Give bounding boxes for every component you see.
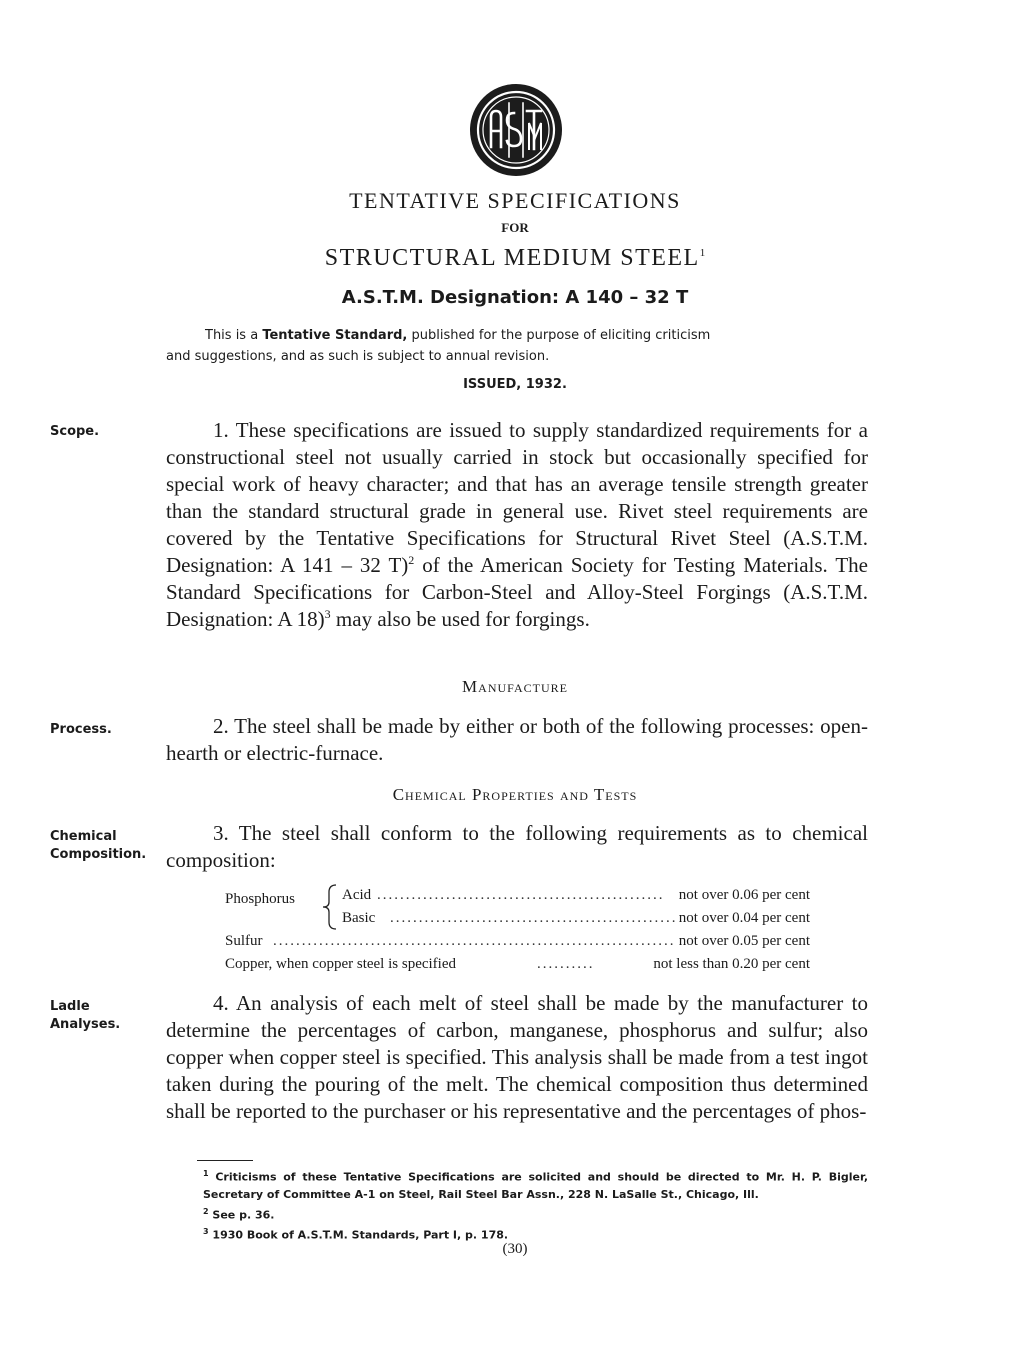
- row-value: not over 0.06 per cent: [678, 887, 810, 903]
- note-part-1: This is a: [205, 328, 259, 343]
- row-sublabel: Acid: [342, 887, 372, 903]
- row-value: not over 0.05 per cent: [678, 933, 810, 949]
- section-heading-chemical: Chemical Properties and Tests: [392, 785, 638, 804]
- footnote-1-mark: 1: [203, 1169, 209, 1178]
- paragraph-3: [166, 820, 868, 874]
- tentative-note: [166, 325, 868, 367]
- table-row: [225, 884, 815, 907]
- paragraph-1: [166, 417, 868, 633]
- margin-note-scope: Scope.: [50, 424, 100, 439]
- note-line-1: [166, 325, 868, 346]
- designation: A.S.T.M. Designation: A 140 – 32 T: [341, 287, 689, 308]
- p1-text-c: may also be used for forgings.: [330, 607, 590, 631]
- footnote-2-mark: 2: [203, 1206, 209, 1216]
- title-line-1: TENTATIVE SPECIFICATIONS: [349, 188, 681, 213]
- table-row: [225, 907, 815, 930]
- footnote-1-text: Criticisms of these Tentative Specifications are solicited and should be directed to Mr. H. P. Bigler, Secretary of Committee A-1 on Steel, Rail Steel Bar Assn., 228 N. LaSalle St., Chicago, Ill.: [203, 1170, 868, 1201]
- row-label: Copper, when copper steel is specified: [225, 956, 456, 972]
- table-row: [225, 930, 815, 953]
- table-row: [225, 953, 815, 976]
- leader-dots: ..................................................: [390, 910, 678, 926]
- footnote-2: [166, 1203, 868, 1224]
- p1-text-b: of the American Society for Testing Materials. The Standard Specifications for Carbon-Steel and Alloy-Steel Forgings (A.S.T.M. Designation: A 18): [166, 553, 869, 631]
- row-label: Sulfur: [225, 933, 263, 949]
- page-number: (30): [502, 1241, 528, 1257]
- title-for: FOR: [501, 220, 529, 235]
- leader-dots: ......................................................................: [273, 933, 676, 949]
- p2-text: 2. The steel shall be made by either or both of the following processes: open-hearth or electric-furnace.: [166, 714, 868, 765]
- footnote-1: [166, 1165, 868, 1203]
- p4-text: 4. An analysis of each melt of steel shall be made by the manufacturer to determine the percentages of carbon, manganese, phosphorus and sulfur; also copper when copper steel is specified. This analysis shall be made from a test ingot taken during the pouring of the melt. The chemical composition thus determined shall be reported to the purchaser or his representative and the percentages of phos-: [166, 991, 868, 1123]
- title-text: STRUCTURAL MEDIUM STEEL: [324, 245, 700, 271]
- footnote-2-text: See p. 36.: [212, 1208, 275, 1222]
- chemical-requirements-table: [225, 884, 815, 976]
- title-footnote-mark: 1: [699, 247, 706, 259]
- chemical-note-line-1: Chemical: [50, 829, 117, 844]
- row-sublabel: Basic: [342, 910, 376, 926]
- note-bold: Tentative Standard,: [262, 328, 408, 343]
- row-value: not over 0.04 per cent: [678, 910, 810, 926]
- note-line-2: and suggestions, and as such is subject to annual revision.: [166, 349, 550, 364]
- section-heading-manufacture: Manufacture: [462, 677, 568, 696]
- p1-text-a: 1. These specifications are issued to supply standardized requirements for a constructional steel not usually carried in stock but occasionally specified for special work of heavy character; and that has an average tensile strength greater than the standard structural grade in general use. Rivet steel requirements are covered by the Tentative Specifications for Structural Rivet Steel (A.S.T.M. Designation: A 141 – 32 T): [166, 418, 868, 577]
- chemical-note-line-2: Composition.: [50, 847, 147, 862]
- issued-date: ISSUED, 1932.: [463, 377, 567, 392]
- leader-dots: ..........: [537, 956, 595, 972]
- ladle-note-line-2: Analyses.: [50, 1017, 121, 1032]
- footnote-ref-3: 3: [324, 607, 331, 621]
- footnote-3-text: 1930 Book of A.S.T.M. Standards, Part I, p. 178.: [212, 1228, 509, 1242]
- footnote-ref-2: 2: [408, 553, 415, 567]
- row-value: not less than 0.20 per cent: [653, 956, 810, 972]
- margin-note-ladle: [50, 998, 120, 1034]
- title-line-2: [0, 245, 1030, 272]
- paragraph-4: [166, 990, 868, 1125]
- ladle-note-line-1: Ladle: [50, 999, 90, 1014]
- margin-note-process: Process.: [50, 722, 112, 737]
- footnote-3-mark: 3: [203, 1227, 209, 1237]
- note-part-2: published for the purpose of eliciting criticism: [411, 328, 711, 343]
- astm-logo: [469, 83, 563, 177]
- paragraph-2: [166, 713, 868, 767]
- footnote-divider: [197, 1160, 253, 1161]
- footnotes: [166, 1165, 868, 1244]
- p3-text: 3. The steel shall conform to the following requirements as to chemical composition:: [166, 821, 868, 872]
- margin-note-chemical: [50, 828, 146, 864]
- row-label: Phosphorus: [225, 891, 296, 907]
- leader-dots: ..................................................: [377, 887, 665, 903]
